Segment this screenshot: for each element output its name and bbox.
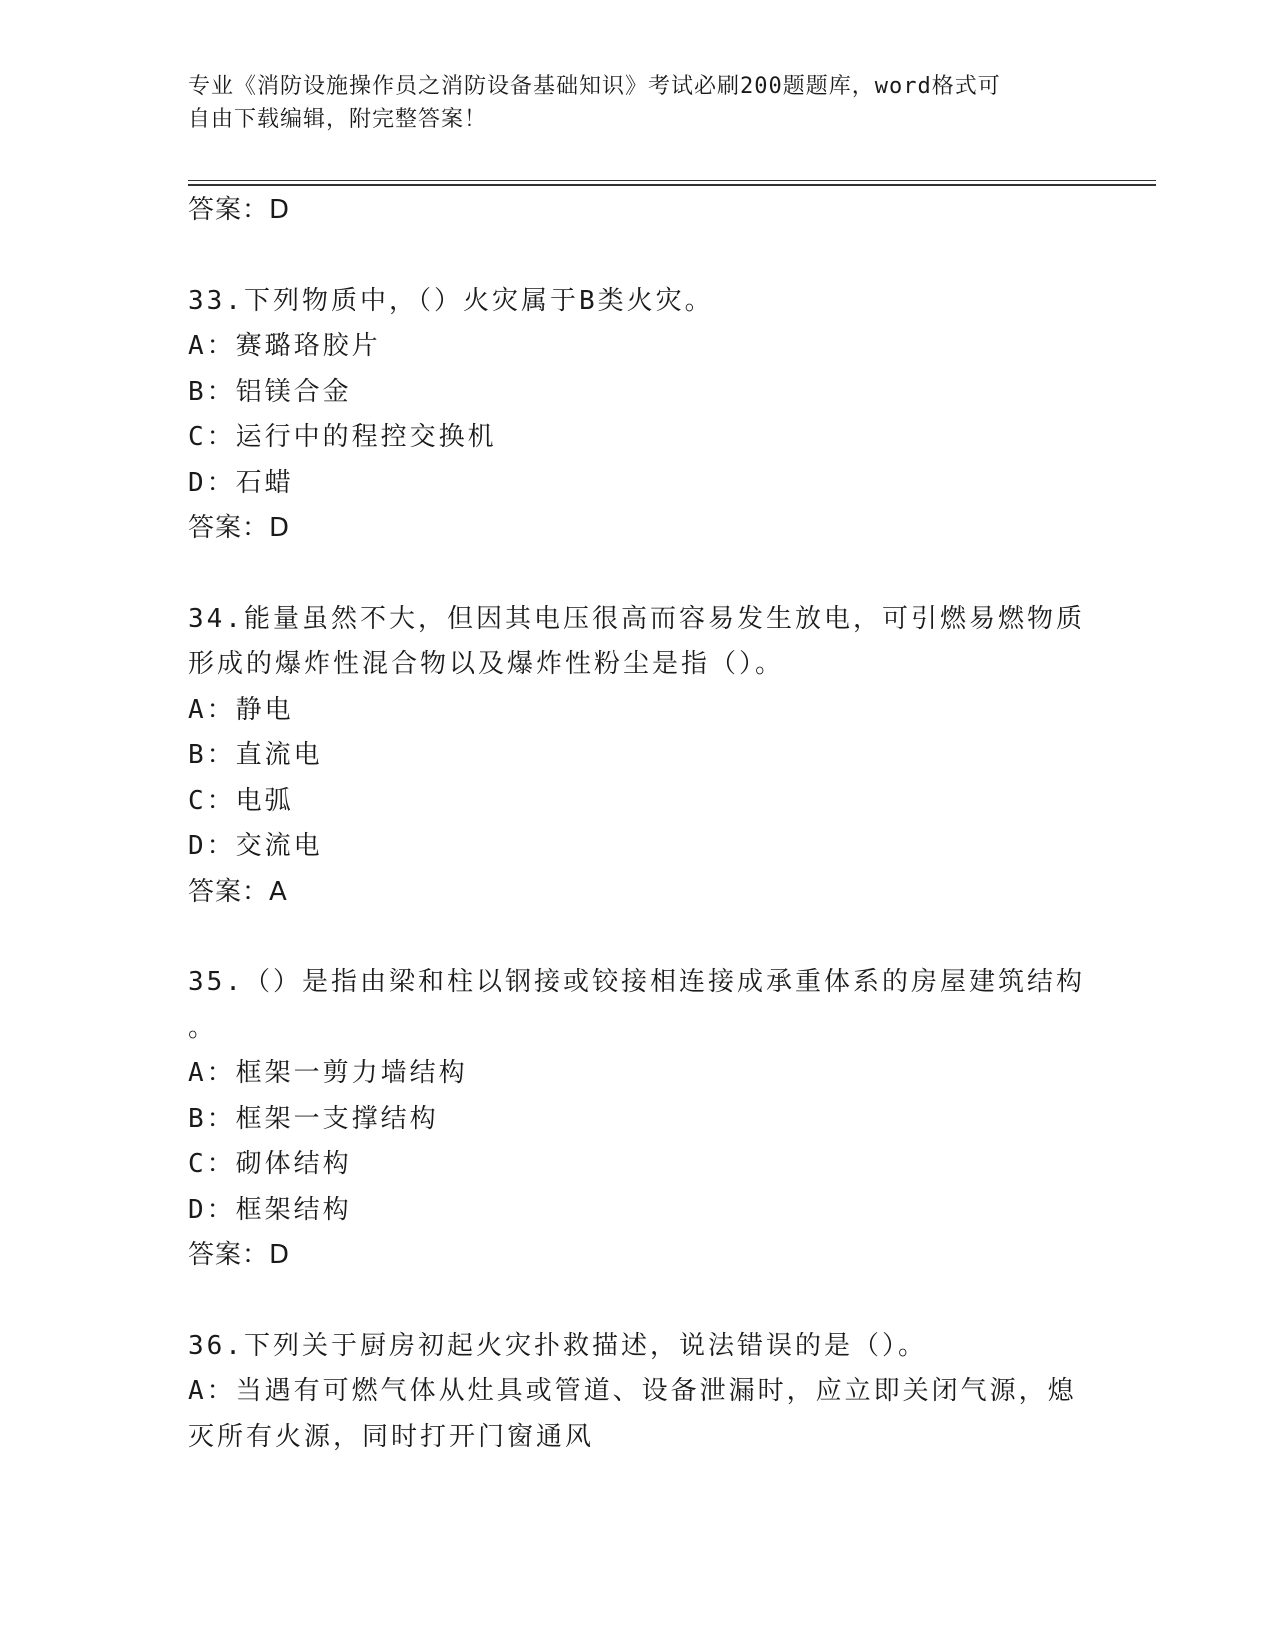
option-b: B：直流电 <box>188 740 323 770</box>
option-a-line-1: A：当遇有可燃气体从灶具或管道、设备泄漏时，应立即关闭气源，熄 <box>188 1376 1077 1406</box>
question-stem-line-1: 35.（）是指由梁和柱以钢接或铰接相连接成承重体系的房屋建筑结构 <box>188 967 1085 997</box>
question-stem-line-1: 34.能量虽然不大，但因其电压很高而容易发生放电，可引燃易燃物质 <box>188 603 1085 634</box>
spacer <box>188 552 1078 597</box>
option-c: C：运行中的程控交换机 <box>188 422 497 452</box>
question-36 <box>188 1324 1078 1461</box>
question-stem-line-2: 。 <box>188 1012 218 1043</box>
answer-line: 答案：D <box>188 195 291 225</box>
header-divider-thin <box>188 180 1156 181</box>
answer-line: 答案：A <box>188 876 288 907</box>
spacer <box>188 915 1078 960</box>
option-a: A：赛璐珞胶片 <box>188 331 381 361</box>
document-body <box>188 188 1085 1460</box>
header-divider-thick <box>188 184 1156 186</box>
option-b: B：铝镁合金 <box>188 376 352 407</box>
option-d: D：框架结构 <box>188 1194 352 1225</box>
spacer <box>188 1279 1078 1324</box>
option-a: A：静电 <box>188 694 294 725</box>
option-d: D：交流电 <box>188 831 323 861</box>
question-stem-line-2: 形成的爆炸性混合物以及爆炸性粉尘是指（）。 <box>188 649 785 679</box>
answer-line: 答案：D <box>188 513 291 543</box>
option-b: B：框架一支撑结构 <box>188 1103 439 1134</box>
spacer <box>188 234 1078 279</box>
option-a: A：框架一剪力墙结构 <box>188 1058 468 1088</box>
header-line-1: 专业《消防设施操作员之消防设备基础知识》考试必刷200题题库，word格式可 <box>188 74 1001 99</box>
answer-line: 答案：D <box>188 1240 291 1270</box>
question-stem: 33.下列物质中，（）火灾属于B类火灾。 <box>188 285 714 316</box>
option-c: C：电弧 <box>188 785 294 816</box>
document-header <box>188 70 1068 136</box>
option-c: C：砌体结构 <box>188 1149 352 1179</box>
option-d: D：石蜡 <box>188 467 294 498</box>
question-33 <box>188 279 1078 552</box>
header-line-2: 自由下载编辑，附完整答案！ <box>188 107 488 132</box>
question-stem: 36.下列关于厨房初起火灾扑救描述，说法错误的是（）。 <box>188 1330 927 1361</box>
option-a-line-2: 灭所有火源，同时打开门窗通风 <box>188 1421 595 1452</box>
question-34 <box>188 597 1085 916</box>
question-35 <box>188 960 1085 1279</box>
